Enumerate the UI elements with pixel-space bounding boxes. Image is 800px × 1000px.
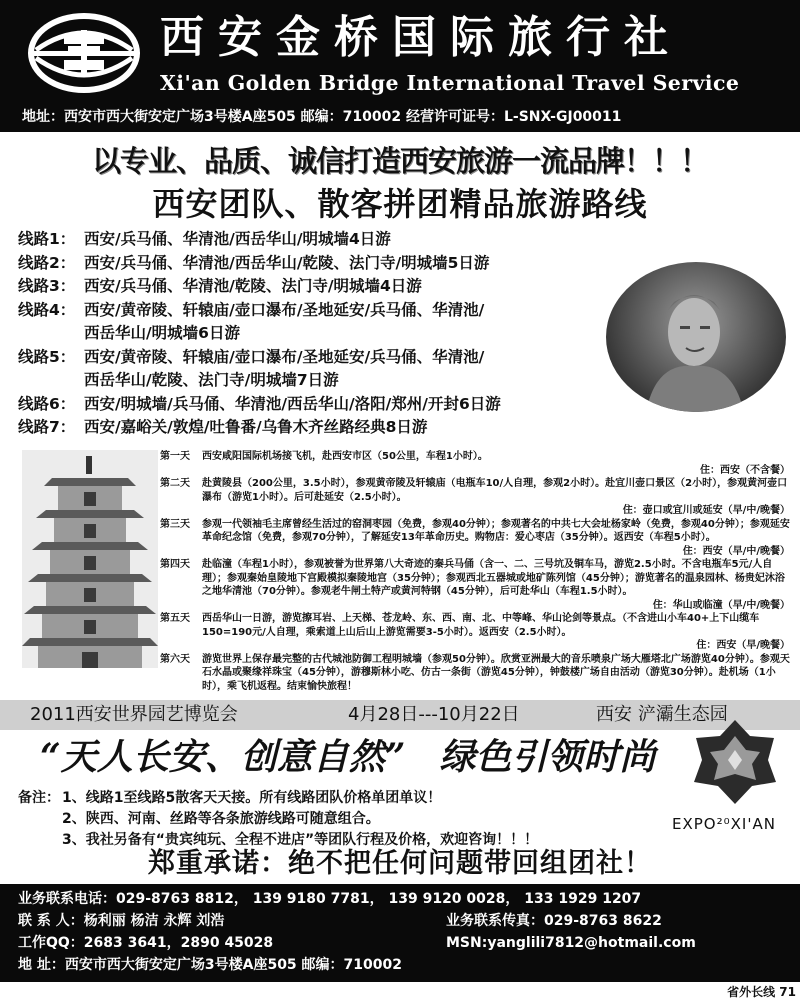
- notes: [18, 788, 678, 851]
- day-label: 第六天: [160, 653, 190, 665]
- expo-dates: 4月28日---10月22日: [348, 704, 520, 725]
- expo-slogan-1: “天人长安、创意自然”: [40, 736, 406, 778]
- route-item: [18, 346, 618, 393]
- route-text: 西岳华山/明城墙6日游: [84, 324, 240, 342]
- contact-qq: 工作QQ：2683 3641，2890 45028: [18, 935, 274, 951]
- company-name-en: Xi'an Golden Bridge International Travel Service: [160, 71, 740, 95]
- route-label: 线路4：: [18, 300, 76, 319]
- promise-statement: 郑重承诺：绝不把任何问题带回组团社！: [148, 848, 652, 879]
- day-stay: 住：西安（不含餐）: [700, 464, 790, 476]
- routes-title: 西安团队、散客拼团精品旅游路线: [152, 185, 648, 223]
- itinerary-day: [160, 612, 790, 653]
- route-label: 线路6：: [18, 394, 76, 413]
- page-footer-note: 省外长线 71: [727, 985, 796, 999]
- expo-slogan-2: 绿色引领时尚: [439, 736, 656, 778]
- route-text: 西安/明城墙/兵马俑、华清池/西岳华山/洛阳/郑州/开封6日游: [84, 394, 501, 413]
- route-text: 西安/黄帝陵、轩辕庙/壶口瀑布/圣地延安/兵马俑、华清池/: [84, 347, 485, 366]
- contact-panel: [0, 884, 800, 982]
- itinerary-day: [160, 518, 790, 559]
- itinerary-day: [160, 558, 790, 612]
- route-label: 线路1：: [18, 230, 76, 248]
- company-name-cn: 西安金桥国际旅行社: [160, 12, 682, 63]
- pagoda-icon: [22, 450, 158, 668]
- expo-name: 2011西安世界园艺博览会: [30, 704, 238, 725]
- header: [0, 0, 800, 132]
- note-line: [18, 788, 678, 809]
- contact-msn: MSN:yanglili7812@hotmail.com: [446, 935, 696, 951]
- expo-flower-logo-icon: [690, 716, 780, 806]
- route-label: 线路3：: [18, 277, 76, 295]
- notes-label: 备注：: [18, 790, 60, 806]
- expo-banner: [0, 700, 800, 730]
- day-stay: 住：西安（早/中/晚餐）: [682, 545, 790, 557]
- note-text: 2、陕西、河南、丝路等各条旅游线路可随意组合。: [62, 811, 380, 827]
- contact-row: [18, 910, 224, 932]
- route-text: 西安/兵马俑、华清池/西岳华山/乾陵、法门寺/明城墙5日游: [84, 253, 490, 272]
- route-item: [18, 228, 618, 252]
- route-text: 西安/黄帝陵、轩辕庙/壶口瀑布/圣地延安/兵马俑、华清池/: [84, 300, 485, 319]
- contact-person: 联 系 人：杨利丽 杨洁 永辉 刘浩: [18, 913, 225, 929]
- expo-slogan: [40, 732, 680, 782]
- day-stay: 住：华山或临潼（早/中/晚餐）: [652, 599, 790, 611]
- day-text: 赴临潼（车程1小时），参观被誉为世界第八大奇迹的秦兵马俑（含一、二、三号坑及铜车马，游览2.5小时。不含电瓶车5元/人自理）；参观秦始皇陵地下宫殿模拟秦陵地宫（35分钟）；参观西北五器城或地矿陈列馆（45分钟）；游览著名的温泉园林、杨贵妃沐浴之地华清池（70分钟）。参观老牛闸土特产或黄河特钢（45分钟），后可赴华山（车程1.5小时）。: [202, 559, 785, 597]
- route-item: [18, 299, 618, 346]
- brand-slogan: 以专业、品质、诚信打造西安旅游一流品牌！！！: [91, 144, 708, 178]
- day-label: 第三天: [160, 518, 190, 530]
- day-label: 第二天: [160, 478, 190, 489]
- day-text: 西岳华山一日游，游览擦耳岩、上天梯、苍龙岭、东、西、南、北、中等峰、华山论剑等景点。（不含进山小车40+上下山缆车150=190元/人自理，乘索道上山后山上游览需要3-5小时）。返西安（2.5小时）。: [202, 613, 760, 638]
- day-label: 第四天: [160, 559, 190, 570]
- day-text: 游览世界上保存最完整的古代城池防御工程明城墙（参观50分钟）。欣赏亚洲最大的音乐喷泉广场大雁塔北广场游览40分钟）。参观天石水晶或聚缘祥珠宝（45分钟），游穆斯林小吃、仿古一条街（游览45分钟），钟鼓楼广场自由活动（游览30分钟）。赴机场（1小时），乘飞机返程。结束愉快旅程！: [202, 653, 790, 692]
- itinerary-day: [160, 450, 790, 477]
- day-label: 第五天: [160, 613, 190, 624]
- golden-bridge-logo-icon: [24, 10, 144, 96]
- route-text: 西安/兵马俑、华清池/乾陵、法门寺/明城墙4日游: [84, 277, 422, 295]
- route-label: 线路5：: [18, 347, 76, 366]
- route-list: [18, 228, 618, 440]
- route-text: 西安/嘉峪关/敦煌/吐鲁番/乌鲁木齐丝路经典8日游: [84, 418, 428, 436]
- itinerary-day: [160, 653, 790, 694]
- day-text: 西安咸阳国际机场接飞机，赴西安市区（50公里，车程1小时）。: [202, 451, 488, 462]
- route-text: 西岳华山/乾陵、法门寺/明城墙7日游: [84, 371, 339, 389]
- expo-place: 西安 浐灞生态园: [596, 704, 728, 725]
- route-item: [18, 416, 618, 440]
- itinerary: [160, 450, 790, 693]
- route-text: 西安/兵马俑、华清池/西岳华山/明城墙4日游: [84, 230, 391, 248]
- route-item: [18, 252, 618, 276]
- day-stay: 住：壶口或宜川或延安（早/中/晚餐）: [622, 505, 790, 516]
- day-label: 第一天: [160, 451, 190, 462]
- route-item: [18, 393, 618, 417]
- route-item: [18, 275, 618, 299]
- contact-fax: 业务联系传真：029-8763 8622: [446, 913, 662, 929]
- expo-logo-text: EXPO²⁰XI'AN: [672, 815, 776, 833]
- day-text: 赴黄陵县（200公里，3.5小时），参观黄帝陵及轩辕庙（电瓶车10/人自理，参观2小时）。赴宜川壶口景区（2小时），参观黄河壶口瀑布（游览1小时）。后可赴延安（2.5小时）。: [202, 478, 788, 503]
- note-text: 1、线路1至线路5散客天天接。所有线路团队价格单团单议！: [62, 790, 442, 806]
- route-label: 线路7：: [18, 418, 76, 436]
- itinerary-day: [160, 477, 790, 518]
- terracotta-warrior-icon: [606, 262, 786, 412]
- route-label: 线路2：: [18, 253, 76, 272]
- day-text: 参观一代领袖毛主席曾经生活过的窑洞枣园（免费，参观40分钟）；参观著名的中共七大会址杨家岭（免费，参观40分钟）；参观延安革命纪念馆（免费，参观70分钟），了解延安13年革命历史。购物店：爱心枣店（35分钟）。返西安（车程5小时）。: [202, 518, 790, 543]
- header-address: 地址：西安市西大街安定广场3号楼A座505 邮编：710002 经营许可证号：L-SNX-GJ00011: [22, 109, 622, 125]
- contact-address: 地 址：西安市西大街安定广场3号楼A座505 邮编：710002: [18, 957, 402, 973]
- terracotta-warrior-photo: [606, 262, 786, 412]
- day-stay: 住：西安（早/晚餐）: [696, 640, 790, 651]
- contact-phone: 业务联系电话：029-8763 8812， 139 9180 7781， 139 9120 0028， 133 1929 1207: [18, 891, 642, 907]
- note-text: 3、我社另备有“贵宾纯玩、全程不进店”等团队行程及价格，欢迎咨询！！！: [62, 832, 539, 848]
